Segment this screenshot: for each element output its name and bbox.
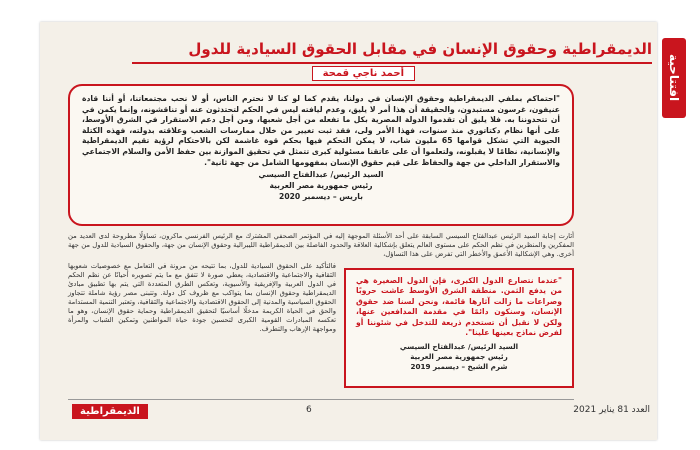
- footer-divider: [68, 399, 574, 400]
- side-quote-attribution: [356, 342, 562, 372]
- side-quote-role: رئيس جمهورية مصر العربية: [410, 352, 508, 362]
- body-paragraph-2: فالتأكيد على الحقوق السيادية للدول، بما تتيحه من مرونة في التعامل مع خصوصيات شعوبها الثقافية والاجتماعية والاقتصادية، يعطي صورة لا تتفق مع ما يتم تصويره أحيانًا عن نظم الحكم في الدول العربية والإفريقية والأسيوية، وتعكس الطرق المتعددة التي يتم بها تطبيق مبادئ الديمقراطية وحقوق الإنسان بما يتواكب مع ظروف كل دولة. وتتبنى مصر رؤية شاملة تتجاوز الحقوق السياسية والمدنية إلى الحقوق الاقتصادية والاجتماعية والثقافية، وتعتبر التنمية المستدامة والحق في الحياة الكريمة مدخلًا أساسيًا لتحقيق الديمقراطية وحماية حقوق الإنسان، وهو ما تعكسه المبادرات القومية الكبرى لتحسين جودة حياة المواطنين وتمكين الشباب والمرأة ومواجهة الإرهاب والتطرف.: [68, 262, 336, 333]
- quote-speaker: السيد الرئيس/ عبدالفتاح السيسي: [258, 170, 384, 180]
- title-divider: [132, 62, 652, 64]
- featured-quote: [68, 84, 574, 226]
- side-quote-box: [344, 268, 574, 388]
- quote-place-date: باريس – ديسمبر 2020: [279, 191, 363, 201]
- author-name: أحمد ناجي قمحة: [312, 66, 415, 81]
- quote-text: "احتماكم بملفي الديمقراطية وحقوق الإنسان في دولنا، يقدم كما لو كنا لا نحترم الناس، أو لا نحب مجتمعاتنا، أو أننا قادة عنيفون، غرسون مستبدون، والحقيقة أن هذا أمر لا يليق، وعدم ليافته ليس في الحكم لتحتدثون عنه أو تناقشونه، وإنما يكمن في أن تتحدوننا به. فلا يليق أن تقدموا الدولة المصرية بكل ما تفعله من أجل شعبها، ومن أجل دعم الاستقرار في الشرق الأوسط، على أنها نظام دكتاتوري منذ سنوات، فهذا الأمر ولى، فقد ثبت تغيير من خلال ممارسات الشعب وعلاقته بدولته، فهذه الكتلة الحيوية التي تشكل قوامها 65 مليون شاب، لا يمكن التحكم فيها بحكم قوة غاشمة لكن بالاحتكام لرؤية تقيم الديمقراطية والإنسانية، نظامًا لا يقبلونه، ولتعلموا أن على عاتقنا مسئولية كبرى تتمثل في تحقيق الموازنة بين حفظ الأمن والسلام الاجتماعي والاستقرار الداخلي من جهة والحفاظ على قيم حقوق الإنسان بمفهومها الشامل من جهة ثانية".: [82, 94, 560, 167]
- article-title: الديمقراطية وحقوق الإنسان في مقابل الحقوق السيادية للدول: [188, 40, 652, 58]
- magazine-logo: الديمقراطية: [72, 404, 148, 419]
- issue-info: العدد 81 يناير 2021: [573, 405, 650, 415]
- side-quote-text: "عندما نتصارع الدول الكبرى، فإن الدول الصغيرة هي من يدفع الثمن. منطقة الشرق الأوسط عاشت حروبًا وصراعات ما زالت آثارها قائمة، ونحن لسنا ضد حقوق الإنسان، وسنكون دائمًا في مقدمة المدافعين عنها، ولكن لا نقبل أن تستخدم ذريعة للتدخل في شئوننا أو لفرض نماذج بعينها علينا".: [356, 276, 562, 338]
- section-tag: افتتاحية: [662, 38, 686, 118]
- body-paragraph-1: أثارت إجابة السيد الرئيس عبدالفتاح السيسي السابقة على أحد الأسئلة الموجهة إليه في المؤتمر الصحفي المشترك مع الرئيس الفرنسي ماكرون، تساؤلًا مطروحة لدى العديد من المفكرين والمنظرين في نظم الحكم على مستوى العالم يتعلق بإشكالية العلاقة والحدود الفاصلة بين الديمقراطية الليبرالية وحقوق الإنسان من جهة، والحقوق السيادية للدول من جهة أخرى. وهي الإشكالية الأعمق والأخطر التي تفرض على هذا التساؤل،: [68, 232, 574, 258]
- quote-attribution: [82, 170, 560, 202]
- page-number: 6: [306, 405, 312, 415]
- side-quote-speaker: السيد الرئيس/ عبدالفتاح السيسي: [399, 342, 519, 352]
- quote-role: رئيس جمهورية مصر العربية: [269, 180, 373, 190]
- side-quote-place-date: شرم الشيخ – ديسمبر 2019: [410, 362, 508, 372]
